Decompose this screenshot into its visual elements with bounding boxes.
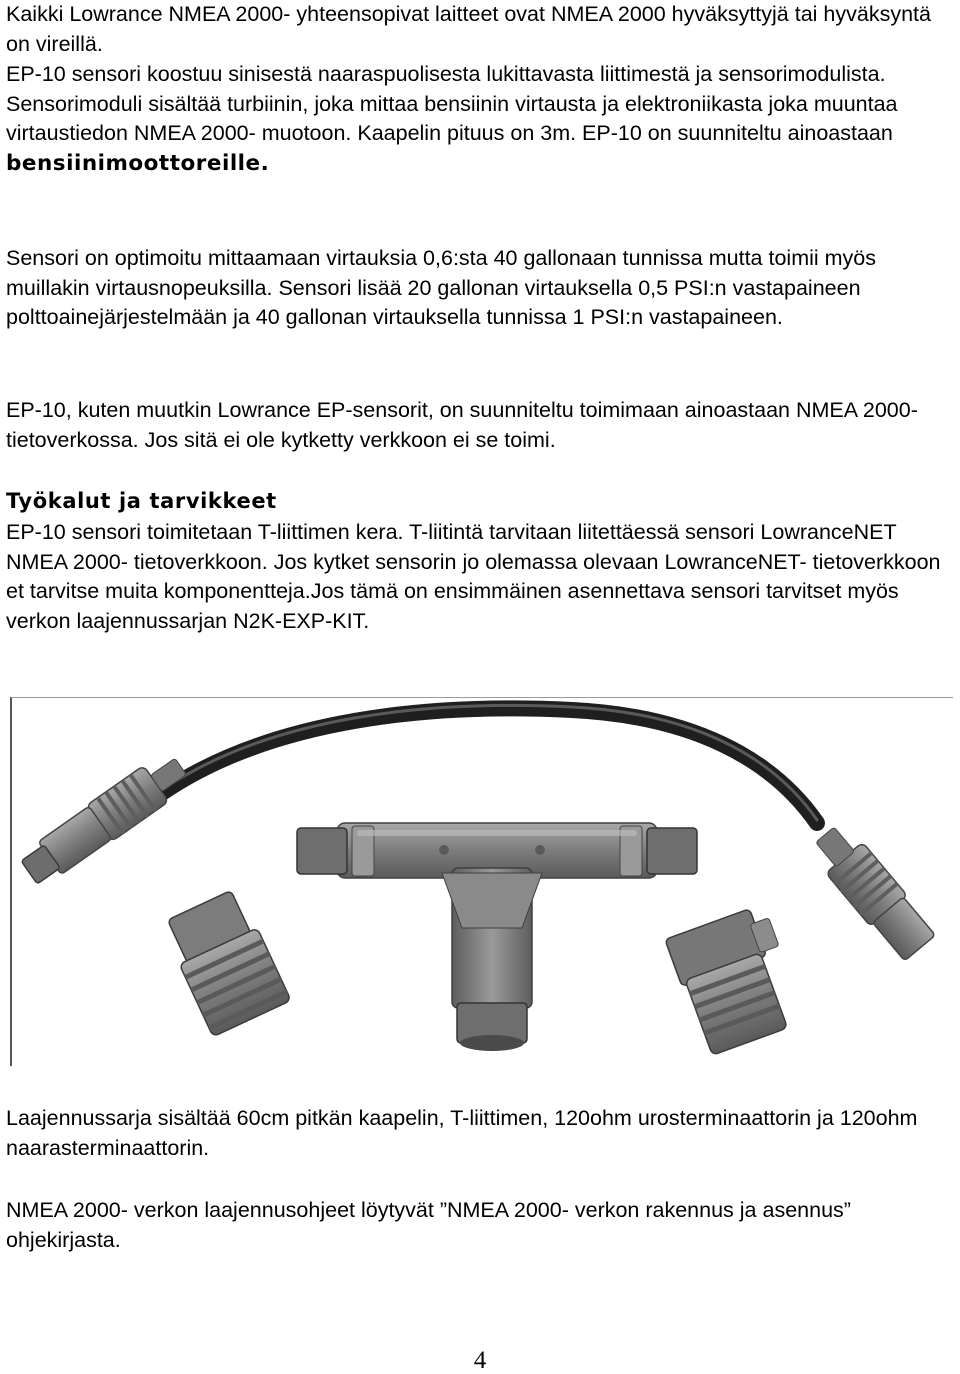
t-connector xyxy=(297,823,697,1051)
paragraph-network-requirement: EP-10, kuten muutkin Lowrance EP-sensorit, on suunniteltu toimimaan ainoastaan NMEA 2000- tietoverkossa. Jos sitä ei ole kytketty verkkoon ei se toimi. xyxy=(6,398,918,452)
right-cable-connector xyxy=(806,819,938,963)
paragraph-sensor-description-text: EP-10 sensori koostuu sinisestä naaraspuolisesta lukittavasta liittimestä ja sensorimodulista. Sensorimoduli sisältää turbiinin, joka mittaa bensiinin virtausta ja elektroniikasta joka muuntaa virtaustiedon NMEA 2000- muotoon. Kaapelin pituus on 3m. EP-10 on suunniteltu ainoastaan xyxy=(6,62,898,145)
paragraph-expansion-instructions: NMEA 2000- verkon laajennusohjeet löytyvät ”NMEA 2000- verkon rakennus ja asennus” ohjekirjasta. xyxy=(6,1198,851,1252)
female-terminator xyxy=(665,904,806,1057)
left-cable-connector xyxy=(17,748,194,890)
paragraph-sensor-description-emphasis: bensiinimoottoreille. xyxy=(6,150,270,176)
paragraph-tools-description: EP-10 sensori toimitetaan T-liittimen kera. T-liitintä tarvitaan liitettäessä sensori LowranceNET NMEA 2000- tietoverkkoon. Jos kytket sensorin jo olemassa olevaan LowranceNET- tietoverkkoon et tarvitse muita komponentteja.Jos tämä on ensimmäinen asennettava sensori tarvitset myös verkon laajennussarjan N2K-EXP-KIT. xyxy=(6,520,941,633)
paragraph-compatibility: Kaikki Lowrance NMEA 2000- yhteensopivat laitteet ovat NMEA 2000 hyväksyttyjä tai hyväksyntä on vireillä. xyxy=(6,2,931,56)
connector-kit-illustration xyxy=(12,698,953,1066)
page-number: 4 xyxy=(473,1347,487,1374)
connector-kit-photo xyxy=(10,697,953,1066)
paragraph-expansion-kit: Laajennussarja sisältää 60cm pitkän kaapelin, T-liittimen, 120ohm urosterminaattorin ja 120ohm naarasterminaattorin. xyxy=(6,1106,918,1160)
paragraph-flow-optimization: Sensori on optimoitu mittaamaan virtauksia 0,6:sta 40 gallonaan tunnissa mutta toimii myös muillakin virtausnopeuksilla. Sensori lisää 20 gallonan virtauksella 0,5 PSI:n vastapaineen polttoainejärjestelmään ja 40 gallonan virtauksella tunnissa 1 PSI:n vastapaineen. xyxy=(6,246,876,329)
section-heading-tools: Työkalut ja tarvikkeet xyxy=(6,489,277,513)
male-terminator xyxy=(160,887,291,1037)
paragraph-sensor-description xyxy=(6,60,956,178)
cable xyxy=(162,708,817,823)
